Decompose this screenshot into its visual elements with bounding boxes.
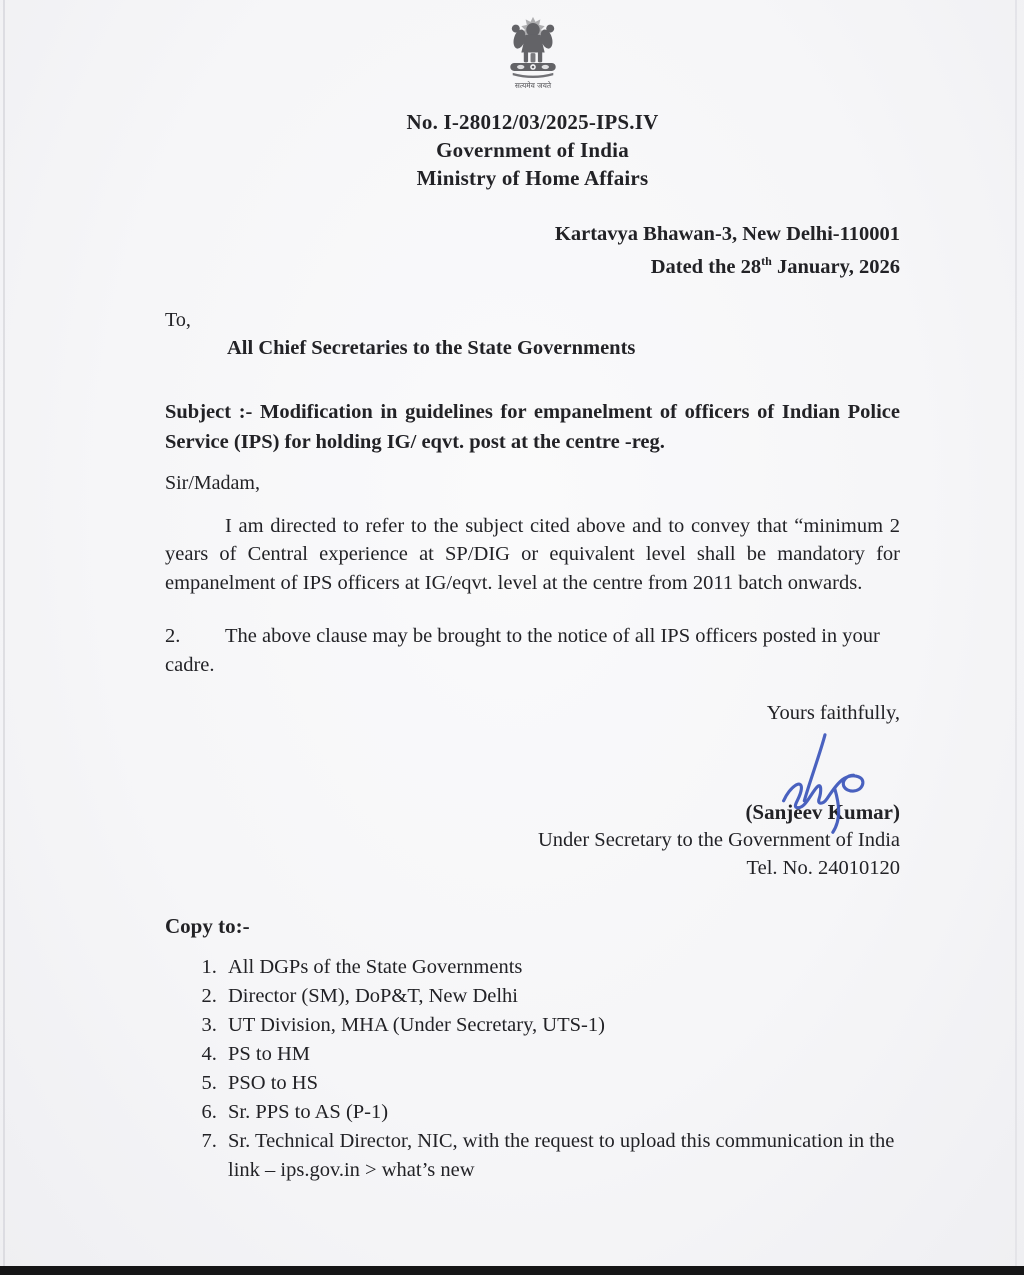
paragraph-text: The above clause may be brought to the notice of all IPS officers posted in your cadre. <box>165 625 880 676</box>
subject-line: Subject :- Modification in guidelines for empanelment of officers of Indian Police Service (IPS) for holding IG/ eqvt. post at the centre -reg. <box>165 400 900 453</box>
body-paragraph-2 <box>165 622 900 679</box>
emblem-motto: सत्यमेव जयते <box>514 81 551 91</box>
letterhead <box>165 108 900 192</box>
scan-bottom-edge <box>0 1266 1024 1275</box>
copy-list-item: 6. Sr. PPS to AS (P-1) <box>222 1098 900 1127</box>
date-ordinal: th <box>761 254 772 268</box>
dept-name: Ministry of Home Affairs <box>416 166 649 190</box>
copy-to-list <box>165 953 900 1185</box>
copy-list-item: 2. Director (SM), DoP&T, New Delhi <box>222 982 900 1011</box>
signature-block <box>165 798 900 882</box>
date-prefix: Dated the 28 <box>650 255 762 278</box>
copy-list-item: 5. PSO to HS <box>222 1069 900 1098</box>
copy-list-item: 3. UT Division, MHA (Under Secretary, UTS-1) <box>222 1011 900 1040</box>
date-suffix: January, 2026 <box>771 255 900 278</box>
closing-phrase: Yours faithfully, <box>766 701 900 724</box>
place-date-block <box>165 221 900 281</box>
copy-list-item: 1. All DGPs of the State Governments <box>222 953 900 982</box>
body-paragraph-1: I am directed to refer to the subject cited above and to convey that “minimum 2 years of Central experience at SP/DIG or equivalent level shall be mandatory for empanelment of IPS officers at IG/eqvt. level at the centre from 2011 batch onwards. <box>165 514 900 594</box>
copy-to-label: Copy to:- <box>165 913 250 938</box>
addressee: All Chief Secretaries to the State Governments <box>227 336 636 359</box>
letter-date <box>165 248 900 281</box>
copy-list-item: 7. Sr. Technical Director, NIC, with the request to upload this communication in the link – ips.gov.in > what’s new <box>222 1127 900 1185</box>
signatory-title: Under Secretary to the Government of India <box>537 828 900 851</box>
to-label: To, <box>165 308 191 331</box>
signatory-telephone: Tel. No. 24010120 <box>746 856 900 879</box>
office-address: Kartavya Bhawan-3, New Delhi-110001 <box>554 223 900 245</box>
copy-list-item: 4. PS to HM <box>222 1040 900 1069</box>
salutation: Sir/Madam, <box>165 471 260 494</box>
state-emblem-of-india-icon <box>490 8 576 102</box>
reference-number: No. I-28012/03/2025-IPS.IV <box>406 110 659 134</box>
signatory-name: (Sanjeev Kumar) <box>745 799 900 824</box>
paragraph-number: 2. <box>165 625 181 648</box>
emblem-block <box>165 8 900 102</box>
org-name: Government of India <box>436 138 629 162</box>
